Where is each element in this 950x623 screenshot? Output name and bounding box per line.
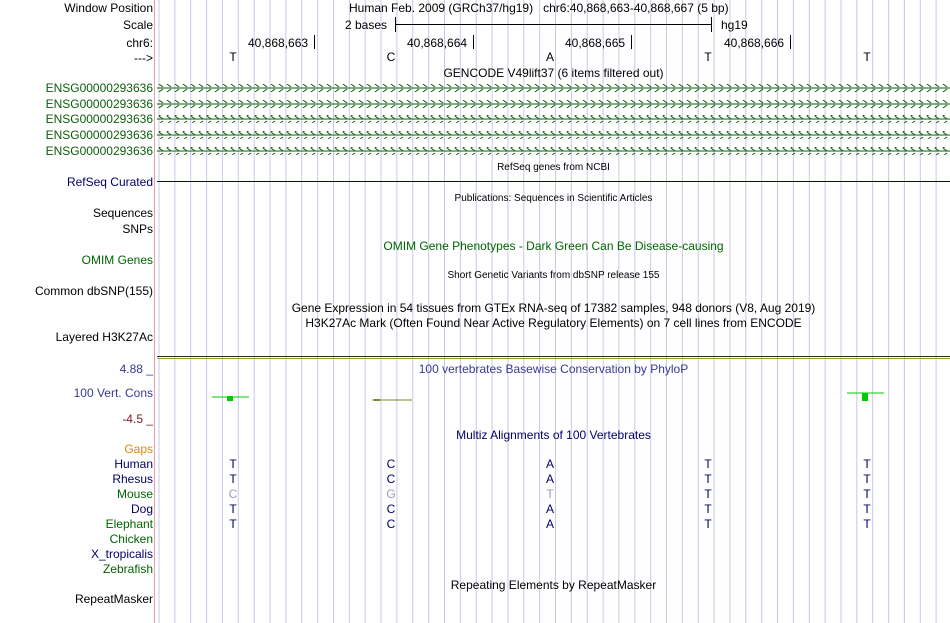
gencode-gene-line[interactable] — [157, 131, 950, 139]
species-label-human[interactable]: Human — [114, 457, 153, 471]
refseq-curated-label[interactable]: RefSeq Curated — [66, 175, 153, 189]
gencode-gene-line[interactable] — [157, 147, 950, 155]
scale-label: Scale — [122, 18, 153, 32]
snps-label[interactable]: SNPs — [122, 222, 153, 236]
ruler-position-2: 40,868,664 — [407, 36, 468, 50]
alignment-base: C — [386, 457, 396, 471]
alignment-base: T — [229, 502, 237, 516]
phylop-bar — [862, 393, 868, 401]
alignment-base: A — [545, 457, 554, 471]
gencode-item-label[interactable]: ENSG00000293636 — [45, 112, 153, 126]
phylop-bar — [227, 396, 233, 401]
ruler-tick — [790, 35, 791, 49]
species-label-rhesus[interactable]: Rhesus — [112, 472, 153, 486]
gencode-gene-line[interactable] — [157, 115, 950, 123]
alignment-base-mismatch: C — [228, 487, 238, 501]
gencode-item-label[interactable]: ENSG00000293636 — [45, 81, 153, 95]
ruler-base: A — [545, 50, 554, 64]
ruler-base: T — [229, 50, 237, 64]
scale-value: 2 bases — [345, 18, 388, 32]
phylop-bar — [374, 399, 380, 401]
phylop-plot[interactable] — [157, 388, 950, 408]
refseq-track-title[interactable]: RefSeq genes from NCBI — [497, 162, 610, 173]
alignment-base: T — [229, 517, 237, 531]
ruler-base: C — [386, 50, 396, 64]
alignment-base: T — [704, 517, 712, 531]
repeatmasker-label[interactable]: RepeatMasker — [74, 592, 153, 606]
gencode-item-label[interactable]: ENSG00000293636 — [45, 97, 153, 111]
alignment-base: A — [545, 472, 554, 486]
alignment-base: T — [863, 487, 871, 501]
omim-genes-label[interactable]: OMIM Genes — [81, 253, 153, 267]
sequences-label[interactable]: Sequences — [92, 206, 153, 220]
ruler-base: T — [863, 50, 871, 64]
alignment-base: A — [545, 502, 554, 516]
alignment-base: T — [863, 457, 871, 471]
alignment-base: T — [229, 457, 237, 471]
ruler-position-4: 40,868,666 — [724, 36, 785, 50]
alignment-base-mismatch: T — [546, 487, 554, 501]
h3k27ac-signal-line-secondary — [157, 358, 950, 359]
track-area-left-border — [154, 0, 155, 623]
scale-bar-left-tick — [395, 17, 396, 32]
alignment-base: C — [386, 517, 396, 531]
gaps-label[interactable]: Gaps — [124, 442, 153, 456]
layered-h3k27ac-label[interactable]: Layered H3K27Ac — [55, 330, 153, 344]
alignment-base: T — [704, 472, 712, 486]
chrom-label: chr6: — [126, 36, 153, 50]
dbsnp-track-title[interactable]: Short Genetic Variants from dbSNP release 155 — [447, 270, 660, 281]
multiz-track-title[interactable]: Multiz Alignments of 100 Vertebrates — [456, 428, 651, 442]
publications-track-title[interactable]: Publications: Sequences in Scientific Articles — [454, 193, 653, 204]
alignment-base: T — [704, 487, 712, 501]
phylop-min-label: -4.5 _ — [122, 412, 153, 426]
alignment-base: T — [229, 472, 237, 486]
phylop-track-title[interactable]: 100 vertebrates Basewise Conservation by PhyloP — [418, 362, 689, 376]
alignment-base: T — [863, 517, 871, 531]
species-label-dog[interactable]: Dog — [130, 502, 153, 516]
gencode-item-label[interactable]: ENSG00000293636 — [45, 128, 153, 142]
repeatmasker-track-title[interactable]: Repeating Elements by RepeatMasker — [450, 578, 657, 592]
ruler-tick — [473, 35, 474, 49]
gencode-gene-line[interactable] — [157, 84, 950, 92]
gencode-item-label[interactable]: ENSG00000293636 — [45, 144, 153, 158]
ruler-position-3: 40,868,665 — [565, 36, 626, 50]
refseq-gene-line[interactable] — [157, 181, 950, 182]
ruler-base: T — [704, 50, 712, 64]
gencode-track-title[interactable]: GENCODE V49lift37 (6 items filtered out) — [443, 66, 664, 80]
species-label-x-tropicalis[interactable]: X_tropicalis — [90, 547, 153, 561]
alignment-base: T — [704, 502, 712, 516]
window-position-label: Window Position — [64, 1, 153, 15]
gtex-track-title[interactable]: Gene Expression in 54 tissues from GTEx RNA-seq of 17382 samples, 948 donors (V8, Aug 2019) — [291, 301, 816, 315]
species-label-elephant[interactable]: Elephant — [105, 517, 153, 531]
ruler-position-1: 40,868,663 — [248, 36, 309, 50]
ruler-tick — [631, 35, 632, 49]
scale-bar-right-tick — [711, 17, 712, 32]
strand-arrow-label: ---> — [134, 51, 153, 65]
scale-bar — [395, 24, 712, 25]
omim-track-title[interactable]: OMIM Gene Phenotypes - Dark Green Can Be Disease-causing — [383, 239, 724, 253]
alignment-base: C — [386, 502, 396, 516]
common-dbsnp-label[interactable]: Common dbSNP(155) — [34, 284, 153, 298]
phylop-track-label[interactable]: 100 Vert. Cons — [73, 386, 153, 400]
species-label-mouse[interactable]: Mouse — [116, 487, 153, 501]
h3k27ac-signal-line[interactable] — [157, 356, 950, 357]
alignment-base-mismatch: G — [386, 487, 396, 501]
gencode-gene-line[interactable] — [157, 100, 950, 108]
phylop-max-label: 4.88 _ — [119, 362, 153, 376]
species-label-chicken[interactable]: Chicken — [109, 532, 153, 546]
assembly-name: hg19 — [721, 18, 748, 32]
species-label-zebrafish[interactable]: Zebrafish — [102, 562, 153, 576]
alignment-base: A — [545, 517, 554, 531]
alignment-base: T — [704, 457, 712, 471]
alignment-base: T — [863, 472, 871, 486]
alignment-base: C — [386, 472, 396, 486]
alignment-base: T — [863, 502, 871, 516]
gencode-gene-intron-lines[interactable] — [157, 80, 950, 160]
window-position-value: Human Feb. 2009 (GRCh37/hg19) chr6:40,868,663-40,868,667 (5 bp) — [349, 1, 729, 15]
ruler-tick — [314, 35, 315, 49]
h3k27ac-track-title[interactable]: H3K27Ac Mark (Often Found Near Active Regulatory Elements) on 7 cell lines from ENCODE — [305, 316, 802, 330]
